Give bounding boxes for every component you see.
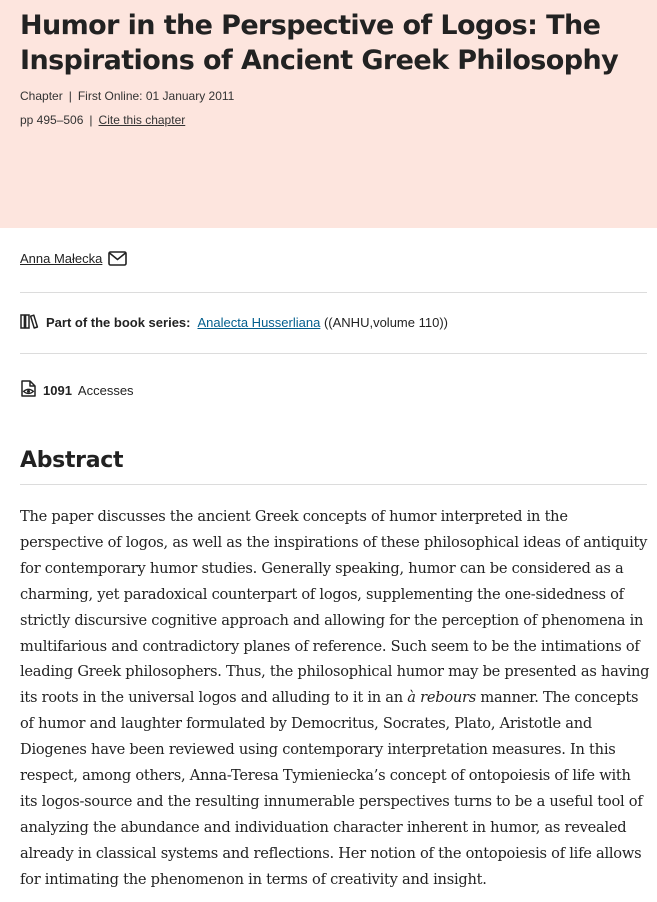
abstract-text xyxy=(20,504,650,893)
abstract-heading: Abstract xyxy=(20,448,124,473)
content-type: Chapter xyxy=(20,89,63,103)
envelope-icon[interactable] xyxy=(108,251,127,266)
divider xyxy=(20,292,647,293)
abstract-text-start: The paper discusses the ancient Greek concepts of humor interpreted in the perspective of logos, as well as the inspirations of these philosophical ideas of antiquity for contemporary humor studies. Generally speaking, humor can be considered as a charming, yet paradoxical counterpart of logos, supplementing the one-sidedness of strictly discursive cognitive approach and allowing for the perception of phenomena in multifarious and contradictory planes of reference. Such seem to be the intimations of leading Greek philosophers. Thus, the philosophical humor may be presented as having its roots in the universal logos and alluding to it in an xyxy=(20,508,650,707)
chapter-meta xyxy=(20,89,234,103)
divider xyxy=(20,353,647,354)
separator: | xyxy=(68,89,72,103)
chapter-header xyxy=(0,0,657,228)
divider xyxy=(20,484,647,485)
book-series-volume: ((ANHU,volume 110)) xyxy=(323,315,448,330)
first-online-date: First Online: 01 January 2011 xyxy=(77,89,235,103)
accesses-label: Accesses xyxy=(77,382,134,398)
accesses-count: 1091 xyxy=(43,382,72,398)
accesses-metric xyxy=(20,379,134,401)
author-row xyxy=(20,251,127,266)
cite-this-chapter-link[interactable]: Cite this chapter xyxy=(98,113,186,127)
book-series-link[interactable]: Analecta Husserliana xyxy=(197,315,321,330)
author-name-link[interactable]: Anna Małecka xyxy=(20,251,103,266)
books-icon xyxy=(20,313,39,332)
book-series-row xyxy=(20,313,448,332)
separator: | xyxy=(89,113,93,127)
page-range: pp 495–506 xyxy=(20,113,84,127)
chapter-title: Humor in the Perspective of Logos: The Inspirations of Ancient Greek Philosophy xyxy=(20,10,619,76)
accesses-icon xyxy=(20,379,37,401)
book-series-label: Part of the book series: xyxy=(46,315,191,330)
chapter-pages-row xyxy=(20,113,185,127)
abstract-text-end: manner. The concepts of humor and laughter formulated by Democritus, Socrates, Plato, Aristotle and Diogenes have been reviewed using contemporary interpretation measures. In this respect, among others, Anna-Teresa Tymieniecka’s concept of ontopoiesis of life with its logos-source and the resulting innumerable perspectives turns to be a useful tool of analyzing the abundance and individuation character inherent in humor, as revealed already in classical systems and reflections. Her notion of the ontopoiesis of life allows for intimating the phenomenon in terms of creativity and insight. xyxy=(20,689,643,888)
abstract-italic-phrase: à rebours xyxy=(407,689,476,707)
